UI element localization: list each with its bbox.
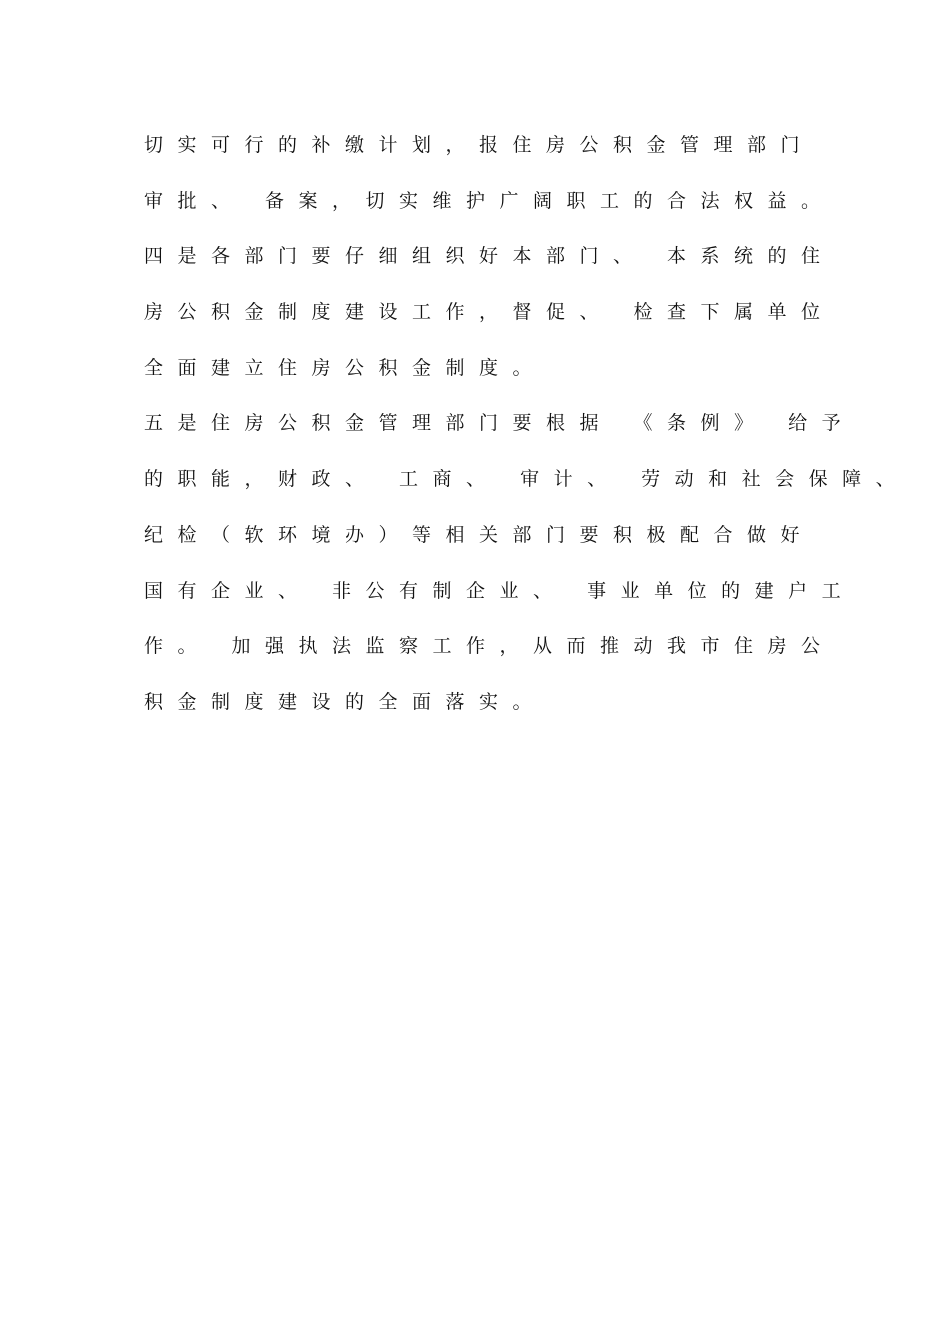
- text-line: 五是住房公积金管理部门要根据 《条例》 给予: [144, 412, 856, 435]
- text-line: 审批、 备案，切实维护广阔职工的合法权益。: [144, 189, 835, 212]
- body-text: [144, 128, 910, 741]
- text-line: 切实可行的补缴计划，报住房公积金管理部门: [144, 134, 815, 156]
- text-line: 全面建立住房公积金制度。: [144, 356, 547, 379]
- text-line: 积金制度建设的全面落实。: [144, 690, 547, 713]
- text-line: 四是各部门要仔细组织好本部门、 本系统的住: [144, 245, 835, 268]
- text-line: 纪检（软环境办）等相关部门要积极配合做好: [144, 523, 815, 546]
- text-line: 的职能，财政、 工商、 审计、 劳动和社会保障、: [144, 468, 910, 491]
- text-line: 房公积金制度建设工作，督促、 检查下属单位: [144, 301, 835, 324]
- text-line: 作。 加强执法监察工作，从而推动我市住房公: [144, 635, 835, 658]
- text-line: 国有企业、 非公有制企业、 事业单位的建户工: [144, 579, 856, 602]
